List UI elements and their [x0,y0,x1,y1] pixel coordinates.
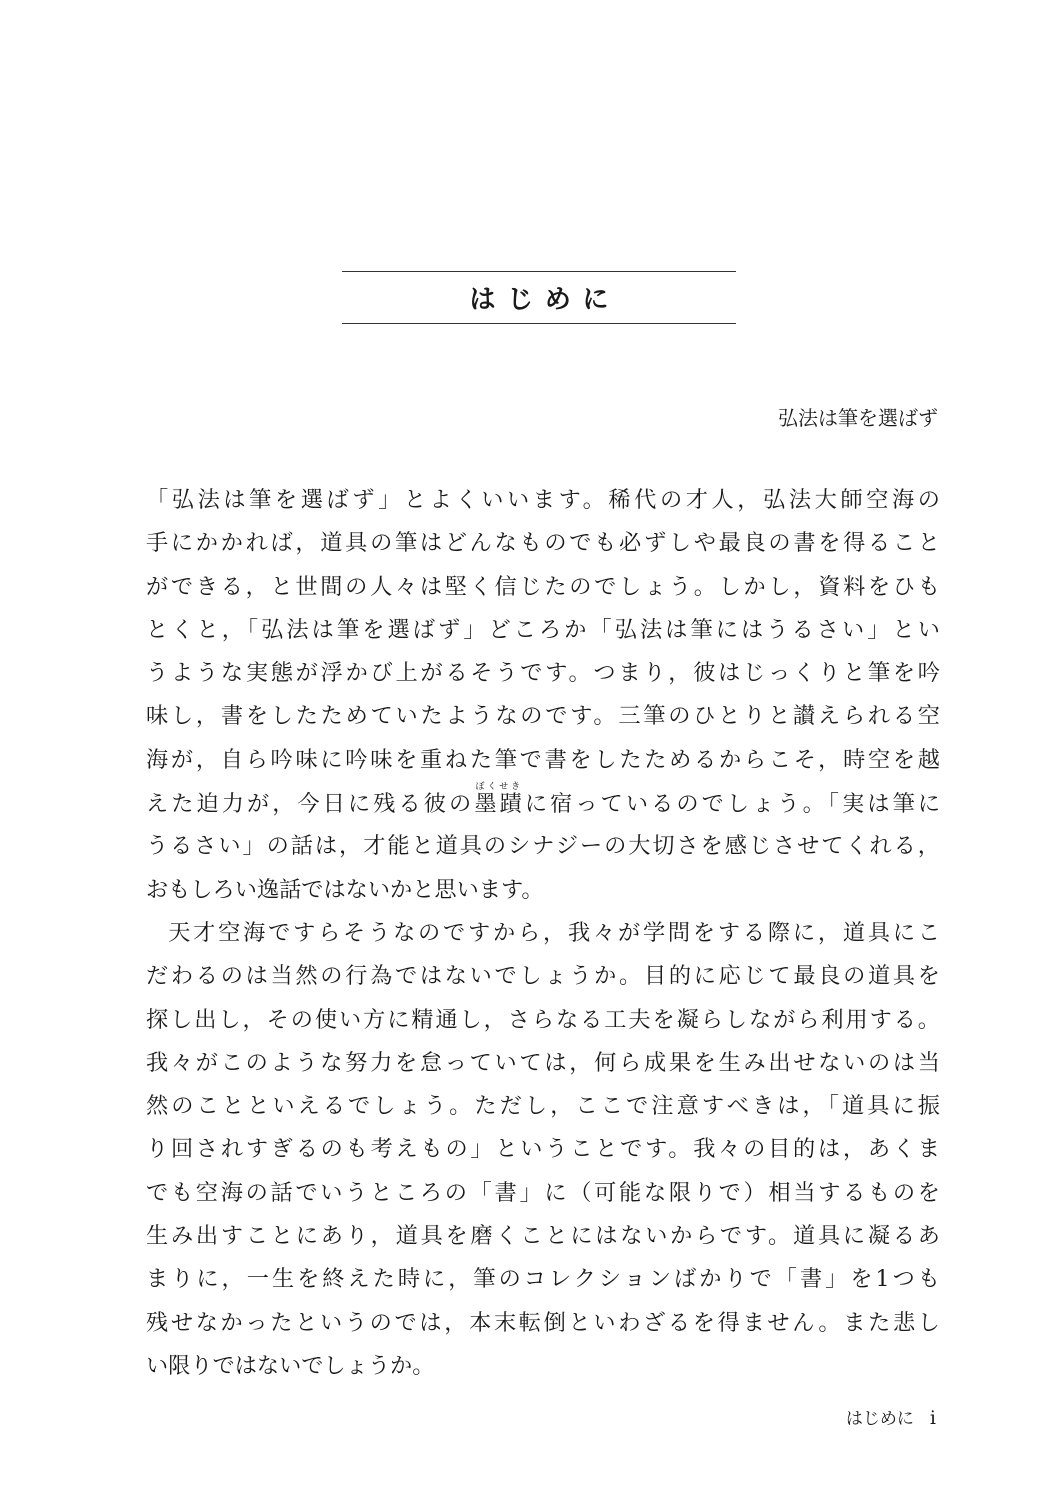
body-line: でも空海の話でいうところの「書」に（可能な限りで）相当するものを [146,1179,940,1206]
body-line: 探し出し，その使い方に精通し，さらなる工夫を凝らしながら利用する。 [146,1006,940,1033]
chapter-title: はじめに [469,285,621,315]
ruby-annotated-word [474,782,525,818]
body-line: 手にかかれば，道具の筆はどんなものでも必ずしや最良の書を得ること [146,530,940,557]
body-line: とくと，「弘法は筆を選ばず」どころか「弘法は筆にはうるさい」とい [146,616,940,643]
body-line-with-ruby [146,782,940,825]
body-line: 生み出すことにあり，道具を磨くことにはないからです。道具に凝るあ [146,1223,940,1250]
body-line: うような実態が浮かび上がるそうです。つまり，彼はじっくりと筆を吟 [146,660,940,687]
ruby-line-before: えた迫力が，今日に残る彼の [146,791,475,818]
epigraph: 弘法は筆を選ばず [778,406,938,430]
body-line: まりに，一生を終えた時に，筆のコレクションばかりで「書」を1つも [146,1266,940,1293]
body-line: おもしろい逸話ではないかと思います。 [146,876,544,903]
body-text [146,479,940,1388]
body-line: だわるのは当然の行為ではないでしょうか。目的に応じて最良の道具を [146,963,940,990]
running-head: はじめに [845,1409,914,1429]
title-rule-bottom [342,323,736,324]
body-line: 味し，書をしたためていたようなのです。三筆のひとりと讃えられる空 [146,703,940,730]
ruby-reading: ぼくせき [474,782,522,793]
body-line: ができる，と世間の人々は堅く信じたのでしょう。しかし，資料をひも [146,573,940,600]
body-line: 残せなかったというのでは，本末転倒といわざるを得ません。また悲し [146,1309,940,1336]
body-line: い限りではないでしょうか。 [146,1352,435,1379]
body-line: 我々がこのような努力を怠っていては，何ら成果を生み出せないのは当 [146,1049,940,1076]
body-line: り回されすぎるのも考えもの」ということです。我々の目的は，あくま [146,1136,940,1163]
page-number: i [929,1407,936,1429]
page-footer [846,1406,936,1431]
title-rule-top [342,271,736,272]
body-line: 海が，自ら吟味に吟味を重ねた筆で書をしたためるからこそ，時空を越 [146,746,940,773]
body-line: 然のことといえるでしょう。ただし，ここで注意すべきは，「道具に振 [146,1093,940,1120]
body-line: 「弘法は筆を選ばず」とよくいいます。稀代の才人，弘法大師空海の [146,487,940,513]
body-line: 天才空海ですらそうなのですから，我々が学問をする際に，道具にこ [168,919,940,946]
ruby-line-after: に宿っているのでしょう。「実は筆に [524,791,941,818]
ruby-base: 墨蹟 [474,791,525,818]
body-line: うるさい」の話は，才能と道具のシナジーの大切さを感じさせてくれる， [146,833,940,860]
